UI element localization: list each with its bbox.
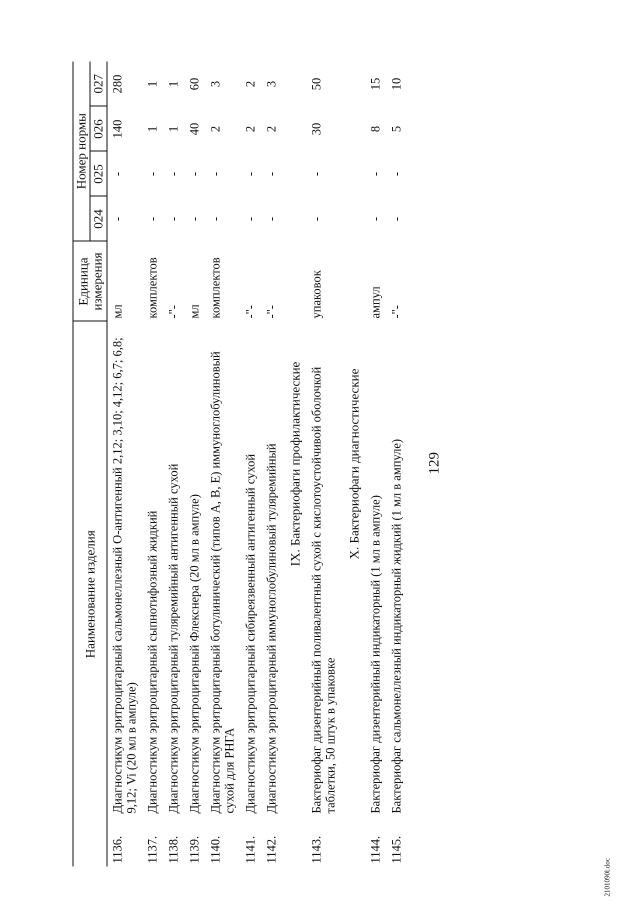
item-name: Диагностикум эритроцитарный сальмонеллезный О-антигенный 2,12; 3,10; 4,12; 6,7; 6,8; 9,12; Vi (20 мл в ампуле) [110,337,139,814]
norm-024-value: - [166,216,181,222]
unit-value: -"- [166,305,181,319]
rotated-page [1,0,640,905]
norm-026-value: 140 [110,119,125,139]
row-number: 1138. [166,835,181,864]
table-row [366,61,387,866]
unit-value: мл [110,304,125,319]
row-number: 1140. [208,835,223,864]
norm-026-value: 1 [166,125,181,133]
norm-024-value: - [243,216,258,222]
norm-025-value: - [187,171,202,177]
footer-filename: 2101090l.doc [603,858,612,897]
norm-026-value: 2 [208,125,223,133]
table-row [143,61,164,866]
section-title: IX. Бактериофаги профилактические [287,361,303,567]
norm-027-value: 3 [208,80,223,88]
norm-024-value: - [389,216,404,222]
row-number: 1142. [264,835,279,864]
item-name: Бактериофаг сальмонеллезный индикаторный жидкий (1 мл в ампуле) [389,438,404,814]
norm-026-value: 1 [145,125,160,133]
header-norm: Номер нормы [73,61,90,241]
row-number: 1144. [368,835,383,864]
norm-027-value: 10 [389,77,404,91]
row-number: 1141. [243,835,258,864]
unit-value: комплектов [145,257,160,319]
table-row [206,61,241,866]
item-name: Диагностикум эритроцитарный сибиреязвенный антигенный сухой [243,453,258,814]
table-body [107,61,408,866]
section-row [342,61,366,866]
row-number: 1137. [145,835,160,864]
unit-value: ампул [368,286,383,319]
norm-026-value: 30 [309,122,324,136]
unit-value: -"- [243,305,258,319]
norm-027-value: 15 [368,77,383,91]
header-norm-025: 025 [90,152,107,197]
norm-024-value: - [145,216,160,222]
norm-025-value: - [368,171,383,177]
page-number: 129 [426,452,443,475]
item-name: Бактериофаг дизентерийный индикаторный (1 мл в ампуле) [368,495,383,814]
norm-027-value: 2 [243,80,258,88]
norm-025-value: - [145,171,160,177]
norm-027-value: 280 [110,74,125,94]
item-name: Диагностикум эритроцитарный иммуноглобулиновый туляремийный [264,443,279,814]
norm-026-value: 2 [243,125,258,133]
item-name: Диагностикум эритроцитарный Флекснера (20 мл в ампуле) [187,494,202,814]
unit-value: комплектов [208,257,223,319]
row-number: 1139. [187,835,202,864]
norm-024-value: - [187,216,202,222]
table-row [185,61,206,866]
header-name: Наименование изделия [73,322,107,867]
table-row [387,61,408,866]
norm-024-value: - [110,216,125,222]
section-row [283,61,307,866]
norm-026-value: 40 [187,122,202,136]
table-row [241,61,262,866]
norm-025-value: - [110,171,125,177]
norm-025-value: - [243,171,258,177]
header-unit: Единица измерения [73,242,107,322]
norm-026-value: 8 [368,125,383,133]
item-name: Диагностикум эритроцитарный туляремийный антигенный сухой [166,463,181,814]
norm-027-value: 1 [145,80,160,88]
norm-025-value: - [309,171,324,177]
norm-025-value: - [264,171,279,177]
unit-value: мл [187,304,202,319]
norm-025-value: - [208,171,223,177]
unit-value: -"- [264,305,279,319]
table-row [307,61,342,866]
norm-024-value: - [309,216,324,222]
table-row [107,61,143,866]
norm-024-value: - [264,216,279,222]
norm-024-value: - [208,216,223,222]
unit-value: -"- [389,305,404,319]
table-row [262,61,283,866]
header-norm-024: 024 [90,197,107,242]
row-number: 1136. [110,835,125,864]
row-number: 1143. [309,835,324,864]
norm-025-value: - [389,171,404,177]
norm-027-value: 3 [264,80,279,88]
norms-table [73,61,408,866]
table-row [164,61,185,866]
unit-value: упаковок [309,270,324,319]
header-norm-026: 026 [90,107,107,152]
norm-027-value: 50 [309,77,324,91]
row-number: 1145. [389,835,404,864]
norm-025-value: - [166,171,181,177]
norm-024-value: - [368,216,383,222]
norm-026-value: 5 [389,125,404,133]
header-norm-027: 027 [90,61,107,106]
item-name: Диагностикум эритроцитарный ботулинический (типов А, В, Е) иммуноглобулиновый сухой для РНГА [208,351,237,814]
section-title: X. Бактериофаги диагностические [346,368,362,560]
norm-026-value: 2 [264,125,279,133]
item-name: Диагностикум эритроцитарный сыпнотифозный жидкий [145,510,160,814]
norm-027-value: 60 [187,77,202,91]
item-name: Бактериофаг дизентерийный поливалентный сухой с кислотоустойчивой оболочкой таблетки, 50 штук в упаковке [309,366,338,814]
norm-027-value: 1 [166,80,181,88]
